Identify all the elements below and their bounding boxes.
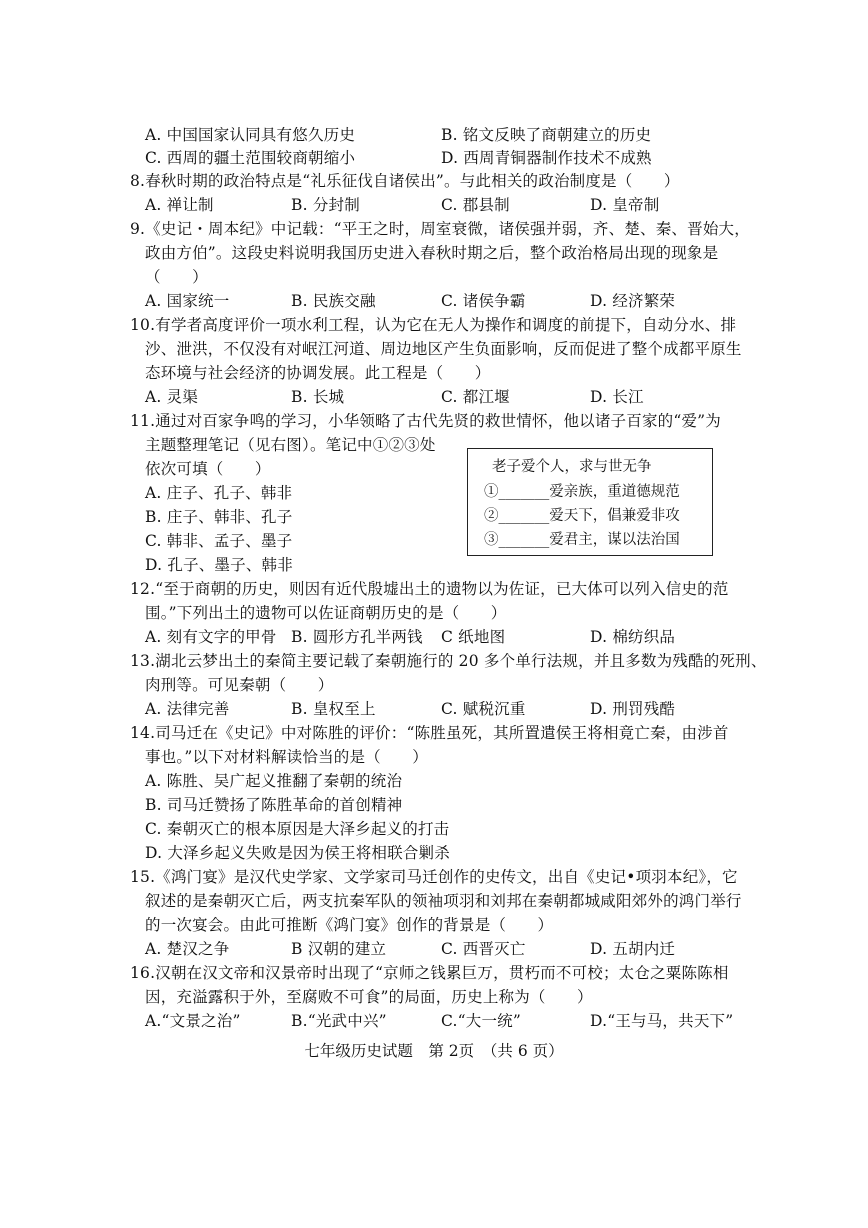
q10-option-a: A. 灵渠 [145,388,199,406]
q11-stem-2: 主题整理笔记（见右图）。笔记中①②③处 [145,436,436,454]
q12-option-d: D. 棉纺织品 [590,628,676,646]
q10-option-c: C. 都江堰 [441,388,510,406]
q8-option-b: B. 分封制 [291,196,360,214]
q10-option-d: D. 长江 [590,388,644,406]
q15-stem-1: 15.《鸿门宴》是汉代史学家、文学家司马迁创作的史传文，出自《史记•项羽本纪》，它 [130,868,738,886]
q8-option-a: A. 禅让制 [145,196,214,214]
q11-stem-1: 11.通过对百家争鸣的学习，小华领略了古代先贤的救世情怀，他以诸子百家的“爱”为 [130,412,722,430]
q13-option-b: B. 皇权至上 [291,700,376,718]
q7-option-a: A. 中国国家认同具有悠久历史 [145,126,356,144]
q7-option-b: B. 铭文反映了商朝建立的历史 [441,126,652,144]
q10-stem-3: 态环境与社会经济的协调发展。此工程是（ ） [145,364,491,382]
q9-stem-2: 政由方伯”。这段史料说明我国历史进入春秋时期之后，整个政治格局出现的现象是 [145,244,719,262]
q15-stem-3: 的一次宴会。由此可推断《鸿门宴》创作的背景是（ ） [145,916,554,934]
q16-option-b: B.“光武中兴” [291,1012,387,1030]
q16-option-c: C.“大一统” [441,1012,521,1030]
q11-option-c: C. 韩非、孟子、墨子 [145,532,293,550]
q9-option-b: B. 民族交融 [291,292,376,310]
q8-stem: 8.春秋时期的政治特点是“礼乐征伐自诸侯出”。与此相关的政治制度是（ ） [130,172,680,190]
note-line-1: ①_______爱亲族，重道德规范 [484,484,680,500]
q14-option-d: D. 大泽乡起义失败是因为侯王将相联合剿杀 [145,844,450,862]
q13-stem-1: 13.湖北云梦出土的秦简主要记载了秦朝施行的 20 多个单行法规，并且多数为残酷的死刑、 [130,652,767,670]
q11-option-d: D. 孔子、墨子、韩非 [145,556,293,574]
q9-stem-1: 9.《史记・周本纪》中记载：“平王之时，周室衰微，诸侯强并弱，齐、楚、秦、晋始大， [130,220,750,238]
q14-option-a: A. 陈胜、吴广起义推翻了秦朝的统治 [145,772,403,790]
q7-option-d: D. 西周青铜器制作技术不成熟 [441,149,652,167]
page-footer: 七年级历史试题 第 2页 （共 6 页） [304,1042,564,1060]
q10-stem-2: 沙、泄洪，不仅没有对岷江河道、周边地区产生负面影响，反而促进了整个成都平原生 [145,340,742,358]
q11-option-b: B. 庄子、韩非、孔子 [145,508,293,526]
q16-stem-1: 16.汉朝在汉文帝和汉景帝时出现了“京师之钱累巨万，贯朽而不可校；太仓之粟陈陈相 [130,964,729,982]
q12-option-c: C 纸地图 [441,628,506,646]
q13-option-c: C. 赋税沉重 [441,700,526,718]
q14-stem-2: 事也。”以下对材料解读恰当的是（ ） [145,748,428,766]
q13-option-a: A. 法律完善 [145,700,230,718]
q10-stem-1: 10.有学者高度评价一项水利工程，认为它在无人为操作和调度的前提下，自动分水、排 [130,316,737,334]
q13-option-d: D. 刑罚残酷 [590,700,676,718]
q16-stem-2: 因，充溢露积于外，至腐败不可食”的局面，历史上称为（ ） [145,988,593,1006]
q7-option-c: C. 西周的疆土范围较商朝缩小 [145,149,356,167]
q15-stem-2: 叙述的是秦朝灭亡后，两支抗秦军队的领袖项羽和刘邦在秦朝都城咸阳郊外的鸿门举行 [145,892,742,910]
q11-stem-3: 依次可填（ ） [145,460,271,478]
note-line-3: ③_______爱君主，谋以法治国 [484,532,680,548]
note-line-laozi: 老子爱个人，求与世无争 [492,459,652,475]
q11-note-box [467,448,713,556]
q15-option-a: A. 楚汉之争 [145,940,230,958]
q12-stem-2: 围。”下列出土的遗物可以佐证商朝历史的是（ ） [145,604,507,622]
q11-option-a: A. 庄子、孔子、韩非 [145,484,293,502]
q12-option-b: B. 圆形方孔半两钱 [291,628,423,646]
q13-stem-2: 肉刑等。可见秦朝（ ） [145,676,334,694]
q9-option-a: A. 国家统一 [145,292,230,310]
q14-option-b: B. 司马迁赞扬了陈胜革命的首创精神 [145,796,403,814]
q15-option-c: C. 西晋灭亡 [441,940,526,958]
q15-option-b: B 汉朝的建立 [291,940,387,958]
q9-option-d: D. 经济繁荣 [590,292,676,310]
q9-option-c: C. 诸侯争霸 [441,292,526,310]
q16-option-a: A.“文景之治” [145,1012,241,1030]
q12-option-a: A. 刻有文字的甲骨 [145,628,277,646]
q12-stem-1: 12.“至于商朝的历史，则因有近代殷墟出土的遗物以为佐证，已大体可以列入信史的范 [130,580,729,598]
q8-option-c: C. 郡县制 [441,196,510,214]
q14-stem-1: 14.司马迁在《史记》中对陈胜的评价：“陈胜虽死，其所置遣侯王将相竟亡秦，由涉首 [130,724,729,742]
q10-option-b: B. 长城 [291,388,345,406]
q15-option-d: D. 五胡内迁 [590,940,676,958]
q14-option-c: C. 秦朝灭亡的根本原因是大泽乡起义的打击 [145,820,450,838]
q16-option-d: D.“王与马，共天下” [590,1012,734,1030]
q9-stem-3: （ ） [145,268,208,286]
q8-option-d: D. 皇帝制 [590,196,660,214]
note-line-2: ②_______爱天下，倡兼爱非攻 [484,508,680,524]
